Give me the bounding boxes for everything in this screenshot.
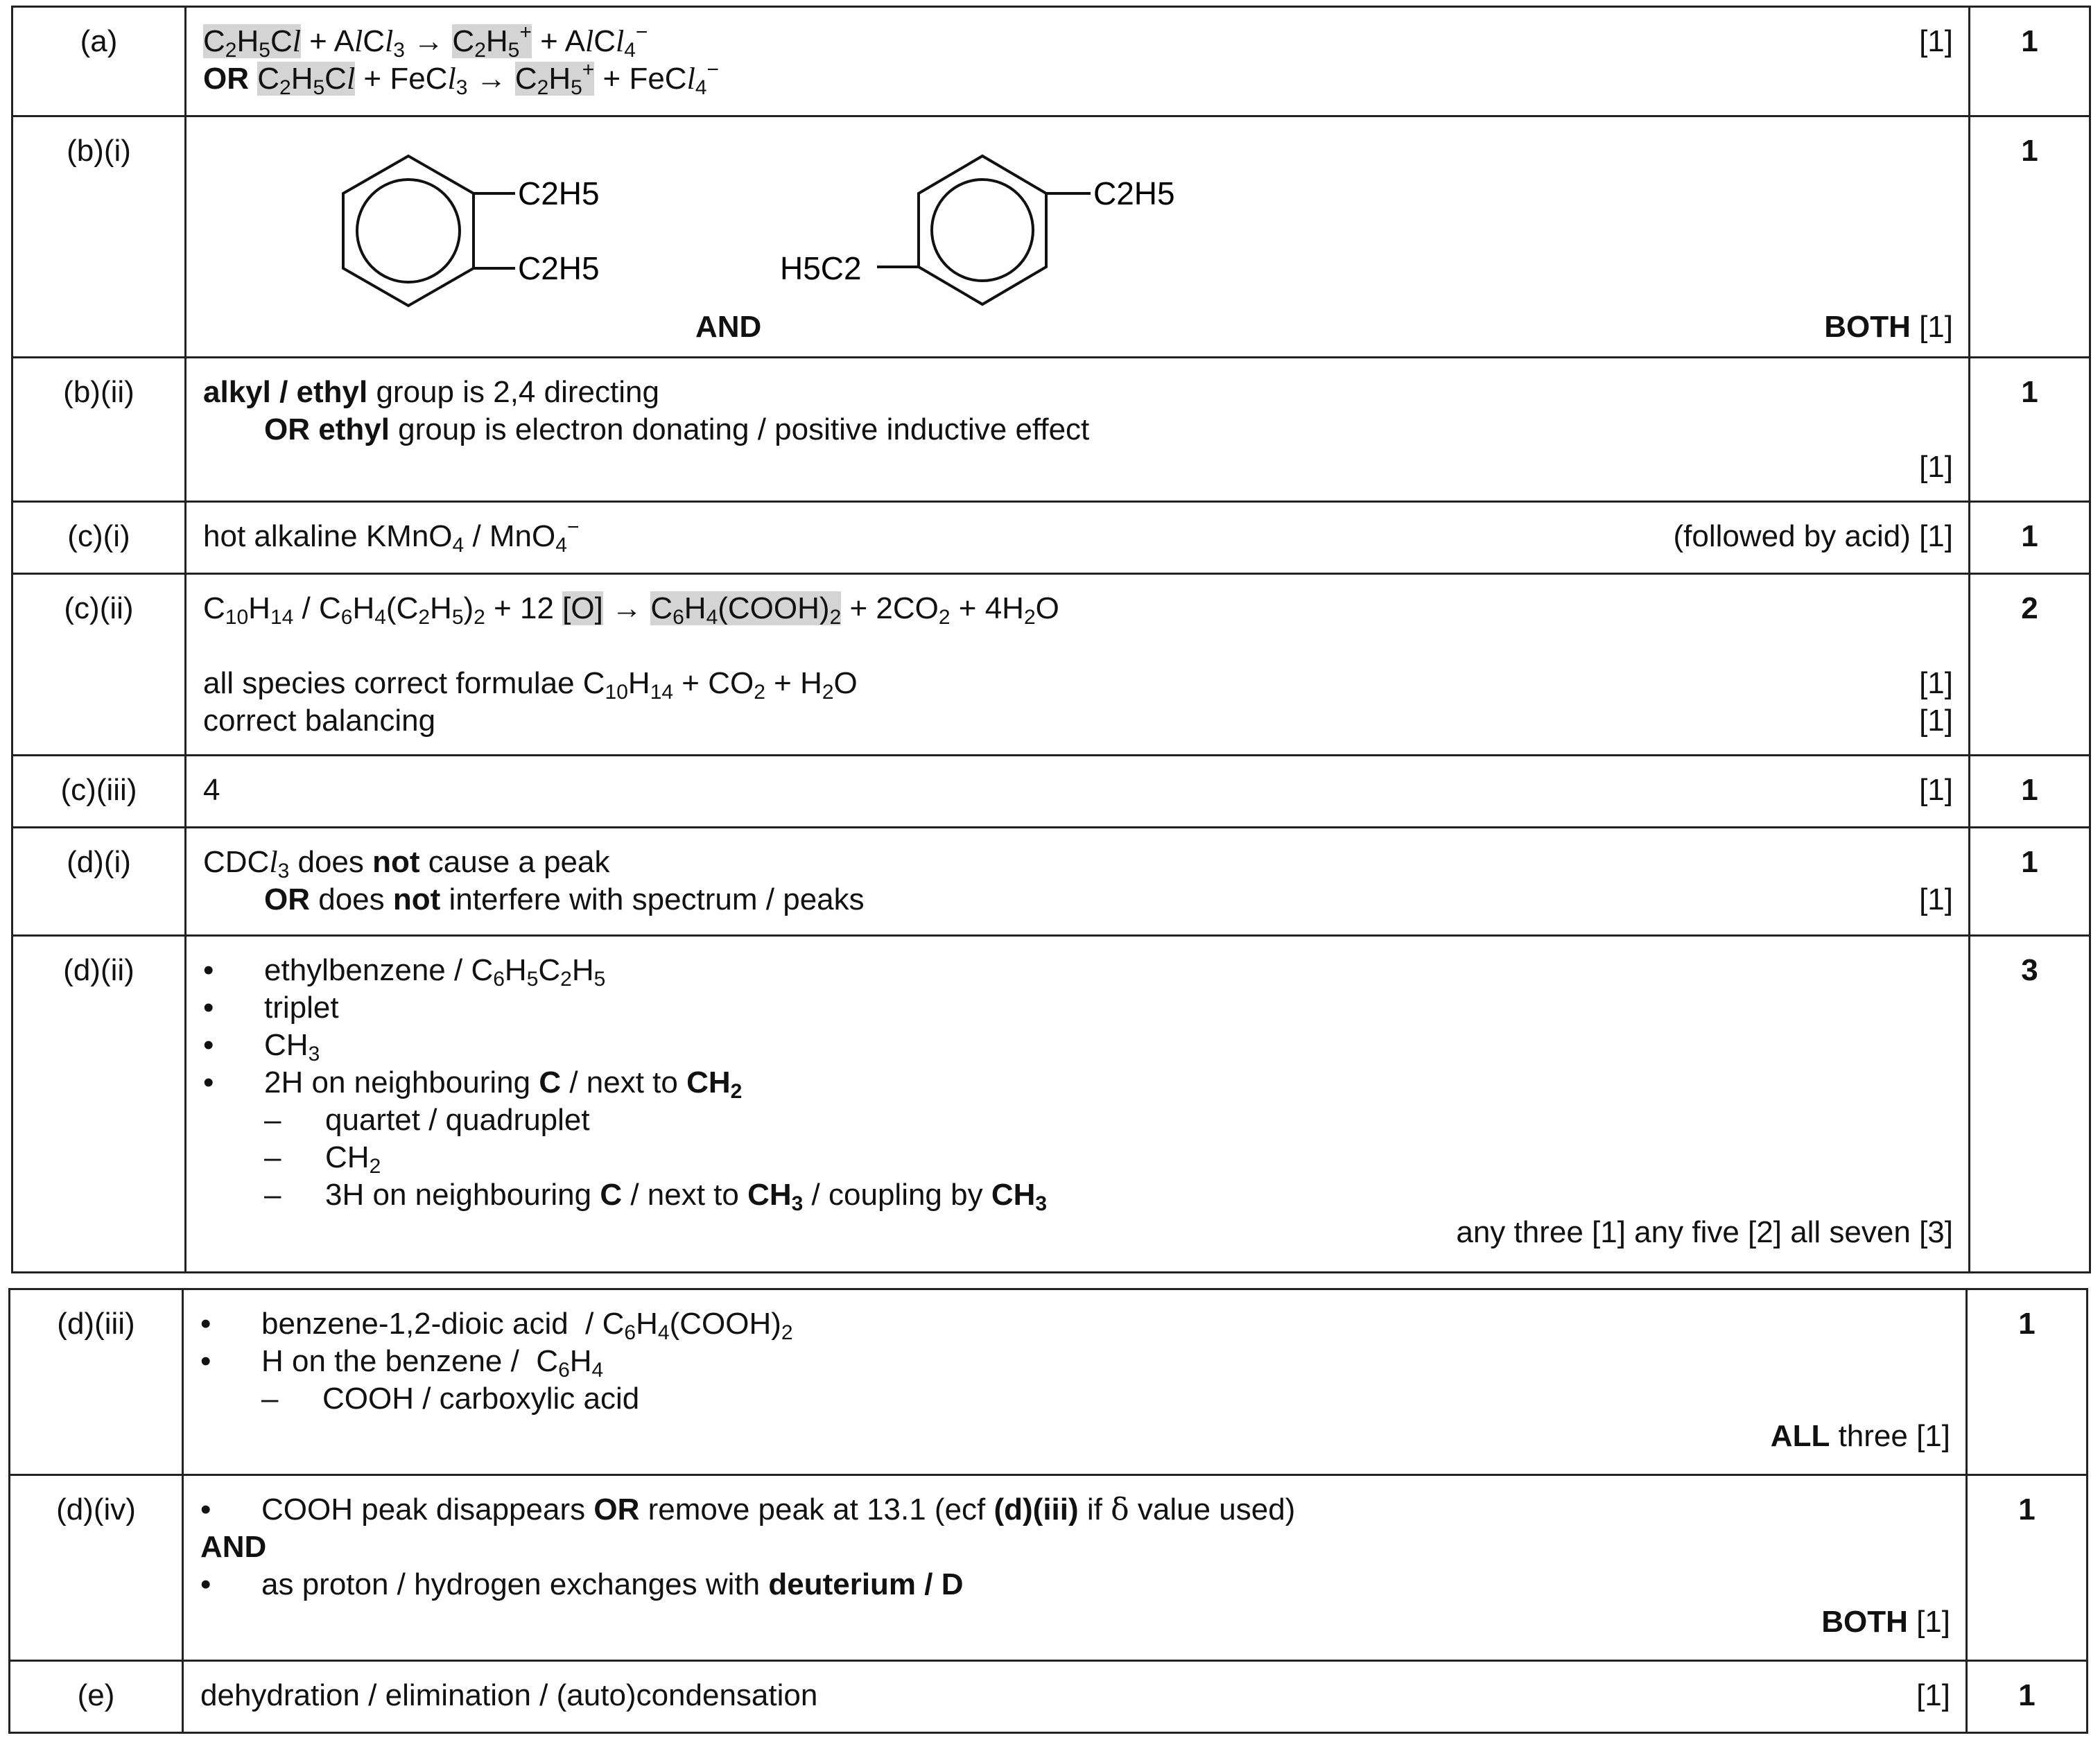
equation-aluminium: $C_2H_5Cl$ + AlCl$_3$ → $C_2H_5^+$ + AlCl$_4$− [1]: [203, 21, 1953, 62]
answer-cell: [186, 358, 1970, 502]
row-d-i: [12, 828, 2090, 936]
question-number: (b)(i): [12, 116, 186, 358]
answer-cell: [183, 1289, 1967, 1475]
list-subitem: – $CH_2$: [203, 1139, 1953, 1176]
marks: 3: [1970, 936, 2090, 1273]
equation-iron: OR $C_2H_5Cl$ + FeCl$_3$ → $C_2H_5^+$ + FeCl$_4$−: [203, 58, 720, 99]
question-number: (d)(i): [12, 828, 186, 936]
equation-line: $C_{10}H_{14} / C_6H_4(C_2H_5)_2 + 12$ $[O] \to C_6H_4(COOH)_2 + 2CO_2 + 4H_2O$: [203, 591, 1059, 629]
question-number: (e): [10, 1661, 183, 1733]
marks: 1: [1967, 1475, 2088, 1661]
question-number: (c)(iii): [12, 756, 186, 828]
score: [1]: [1919, 24, 1953, 58]
mark-scheme-table-1: [11, 6, 2091, 1273]
score: [1]: [1919, 450, 1953, 484]
list-item: • $CH_3$: [203, 1027, 1953, 1064]
marks: 1: [1970, 828, 2090, 936]
list-item: • ethylbenzene / $C_6H_5C_2H_5$: [203, 952, 1953, 989]
answer-cell: [186, 116, 1970, 358]
marks: 1: [1967, 1661, 2088, 1733]
and-label: AND: [695, 310, 762, 344]
list-item: • triplet: [203, 989, 1953, 1027]
answer-line: hot alkaline KMnO$_4$ / MnO$_4$− (followed by acid) [1]: [203, 516, 1953, 557]
answer-cell: [186, 936, 1970, 1273]
marks: 1: [1967, 1289, 2088, 1475]
list-item: • as proton / hydrogen exchanges with deuterium / D: [200, 1566, 1950, 1603]
marks: 1: [1970, 756, 2090, 828]
score: BOTH [1]: [1824, 310, 1953, 344]
marks: 1: [1970, 116, 2090, 358]
substituent-label: C2H5: [518, 250, 600, 286]
answer-cell: [186, 574, 1970, 756]
answer-line: OR does not interfere with spectrum / peaks [1]: [203, 881, 1953, 919]
list-item: • H on the benzene / $C_6H_4$: [200, 1343, 1950, 1380]
question-number: (c)(ii): [12, 574, 186, 756]
score: ALL three [1]: [1770, 1419, 1950, 1453]
question-number: (c)(i): [12, 502, 186, 574]
list-subitem: – 3H on neighbouring C / next to $CH_3$ / coupling by $CH_3$: [203, 1176, 1953, 1214]
score: (followed by acid) [1]: [1673, 519, 1953, 553]
score: [1]: [1919, 882, 1953, 916]
score: any three [1] any five [2] all seven [3]: [1456, 1215, 1953, 1249]
marks: 2: [1970, 574, 2090, 756]
list-subitem: – COOH / carboxylic acid: [200, 1380, 1950, 1418]
answer-line: OR ethyl group is electron donating / positive inductive effect: [264, 412, 1090, 446]
benzene-ring-ortho: [343, 156, 474, 306]
answer-cell: [186, 502, 1970, 574]
row-c-i: [12, 502, 2090, 574]
answer-cell: [186, 756, 1970, 828]
row-a: [12, 7, 2090, 116]
answer-line: alkyl / ethyl group is 2,4 directing: [203, 375, 659, 409]
marks: 1: [1970, 502, 2090, 574]
row-b-ii: [12, 358, 2090, 502]
list-item: • benzene-1,2-dioic acid / $C_6H_4(COOH)_2$: [200, 1305, 1950, 1343]
marks: 1: [1970, 7, 2090, 116]
answer-line: correct balancing [1]: [203, 702, 1953, 740]
answer-cell: [183, 1475, 1967, 1661]
answer-cell: [183, 1661, 1967, 1733]
score: [1]: [1919, 666, 1953, 700]
answer-cell: [186, 7, 1970, 116]
row-d-iv: [10, 1475, 2088, 1661]
score: [1]: [1919, 704, 1953, 738]
row-b-i: [12, 116, 2090, 358]
substituent-label: C2H5: [1093, 175, 1175, 211]
question-number: (d)(ii): [12, 936, 186, 1273]
answer-line: all species correct formulae $C_{10}H_{14} + CO_2 + H_2O$ [1]: [203, 666, 1953, 704]
substituent-label: H5C2: [780, 250, 862, 286]
list-item: • 2H on neighbouring C / next to $CH_2$: [203, 1064, 1953, 1102]
question-number: (d)(iii): [10, 1289, 183, 1475]
structure-diagram: [214, 124, 1185, 332]
row-e: [10, 1661, 2088, 1733]
list-subitem: – quartet / quadruplet: [203, 1102, 1953, 1139]
question-number: (d)(iv): [10, 1475, 183, 1661]
list-item: • COOH peak disappears OR remove peak at 13.1 (ecf (d)(iii) if δ value used): [200, 1491, 1950, 1529]
and-label: AND: [200, 1530, 267, 1564]
score: [1]: [1916, 1678, 1950, 1712]
score: BOTH [1]: [1821, 1605, 1950, 1639]
question-number: (a): [12, 7, 186, 116]
answer-line: 4 [1]: [203, 772, 1953, 809]
answer-cell: [186, 828, 1970, 936]
row-d-iii: [10, 1289, 2088, 1475]
marks: 1: [1970, 358, 2090, 502]
answer-line: dehydration / elimination / (auto)condensation [1]: [200, 1677, 1950, 1714]
question-number: (b)(ii): [12, 358, 186, 502]
benzene-ring-para: [919, 156, 1046, 304]
answer-line: CDCl$_3$ does not cause a peak: [203, 845, 610, 882]
row-c-ii: [12, 574, 2090, 756]
row-c-iii: [12, 756, 2090, 828]
row-d-ii: [12, 936, 2090, 1273]
score: [1]: [1919, 773, 1953, 807]
mark-scheme-table-2: [8, 1288, 2088, 1734]
substituent-label: C2H5: [518, 175, 600, 211]
